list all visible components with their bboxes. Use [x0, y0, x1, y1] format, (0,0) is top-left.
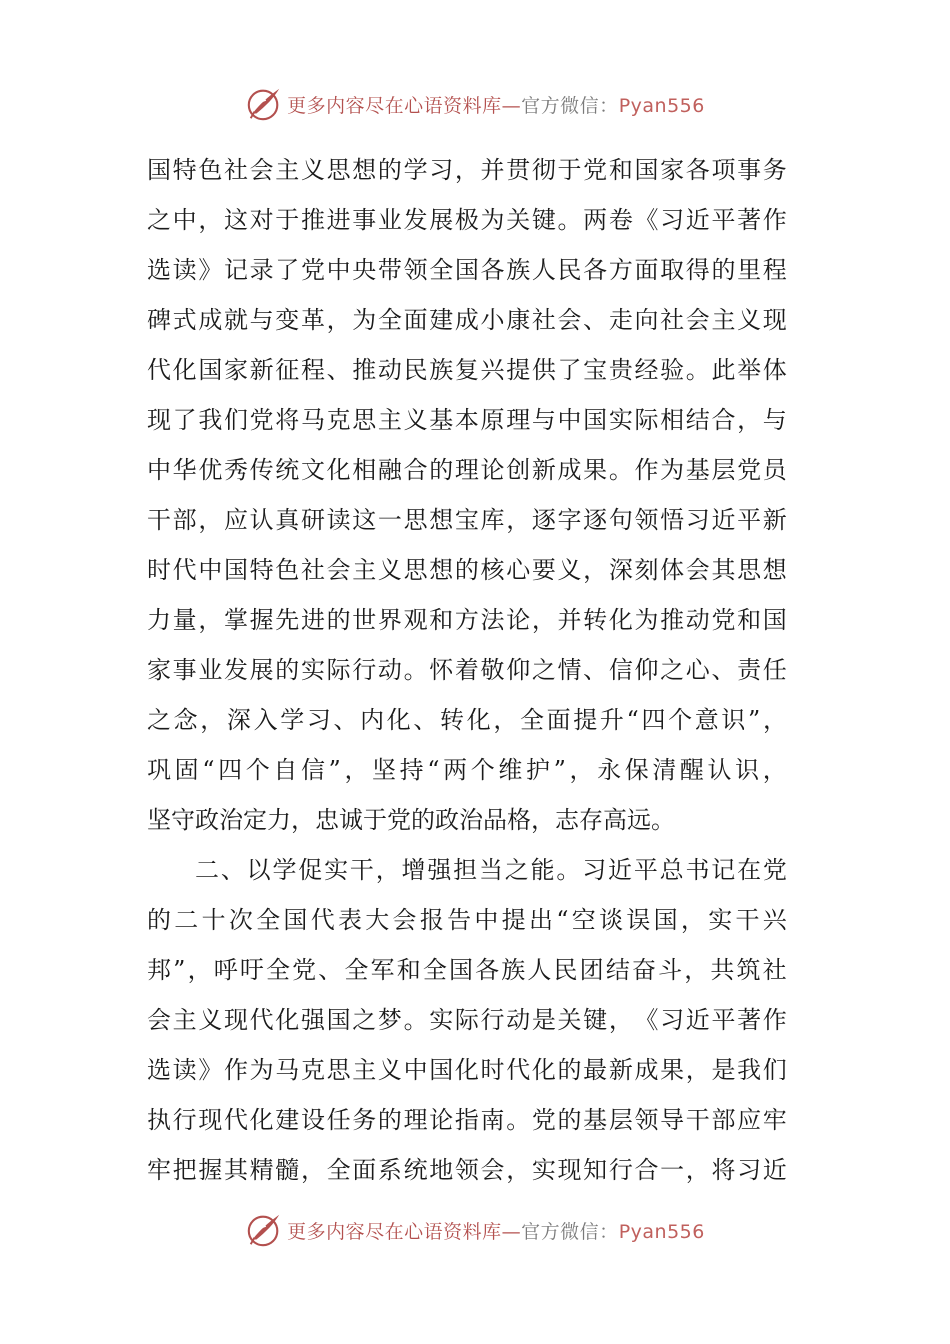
watermark-dash: —	[501, 94, 522, 117]
text-line: 时 代 中 国 特 色 社 会 主 义 思 想 的 核 心 要 义 ， 深 刻 体 会 其 思 想	[147, 556, 787, 584]
text-line: 中 华 优 秀 传 统 文 化 相 融 合 的 理 论 创 新 成 果 。 作 为 基 层 党 员	[147, 456, 787, 484]
watermark-label: 官方微信：	[521, 94, 619, 117]
footer-watermark	[0, 1210, 950, 1250]
text-line: 的 二 十 次 全 国 代 表 大 会 报 告 中 提 出 “ 空 谈 误 国 ， 实 干 兴	[147, 906, 787, 934]
text-line: 碑 式 成 就 与 变 革 ， 为 全 面 建 成 小 康 社 会 、 走 向 社 会 主 义 现	[147, 306, 787, 334]
paragraph-start-line: 二 、 以 学 促 实 干 ， 增 强 担 当 之 能 。 习 近 平 总 书 记 在 党	[195, 856, 787, 884]
header-watermark	[0, 84, 950, 124]
text-line: 现 了 我 们 党 将 马 克 思 主 义 基 本 原 理 与 中 国 实 际 相 结 合 ， 与	[147, 406, 787, 434]
text-line: 会 主 义 现 代 化 强 国 之 梦 。 实 际 行 动 是 关 键 ， 《 习 近 平 著 作	[147, 1006, 787, 1034]
watermark-id: Pyan556	[618, 1220, 705, 1243]
watermark-text	[287, 91, 705, 118]
text-line: 力 量 ， 掌 握 先 进 的 世 界 观 和 方 法 论 ， 并 转 化 为 推 动 党 和 国	[147, 606, 787, 634]
document-body	[147, 145, 787, 1195]
quill-logo-icon	[245, 1211, 283, 1249]
watermark-id: Pyan556	[618, 94, 705, 117]
watermark-dash: —	[501, 1220, 522, 1243]
text-line: 代 化 国 家 新 征 程 、 推 动 民 族 复 兴 提 供 了 宝 贵 经 验 。 此 举 体	[147, 356, 787, 384]
text-line: 干 部 ， 应 认 真 研 读 这 一 思 想 宝 库 ， 逐 字 逐 句 领 悟 习 近 平 新	[147, 506, 787, 534]
text-line: 邦 ” ， 呼 吁 全 党 、 全 军 和 全 国 各 族 人 民 团 结 奋 斗 ， 共 筑 社	[147, 956, 787, 984]
text-line: 家 事 业 发 展 的 实 际 行 动 。 怀 着 敬 仰 之 情 、 信 仰 之 心 、 责 任	[147, 656, 787, 684]
watermark-main: 更多内容尽在心语资料库	[287, 94, 502, 117]
text-line: 巩 固 “ 四 个 自 信 ” ， 坚 持 “ 两 个 维 护 ” ， 永 保 清 醒 认 识 ，	[147, 756, 787, 784]
watermark-text	[287, 1217, 705, 1244]
text-line: 执 行 现 代 化 建 设 任 务 的 理 论 指 南 。 党 的 基 层 领 导 干 部 应 牢	[147, 1106, 787, 1134]
text-line: 之 中 ， 这 对 于 推 进 事 业 发 展 极 为 关 键 。 两 卷 《 习 近 平 著 作	[147, 206, 787, 234]
quill-logo-icon	[245, 85, 283, 123]
text-line: 国 特 色 社 会 主 义 思 想 的 学 习 ， 并 贯 彻 于 党 和 国 家 各 项 事 务	[147, 156, 787, 184]
text-line: 选 读 》 作 为 马 克 思 主 义 中 国 化 时 代 化 的 最 新 成 果 ， 是 我 们	[147, 1056, 787, 1084]
text-line: 坚 守 政 治 定 力 ， 忠 诚 于 党 的 政 治 品 格 ， 志 存 高 远 。	[147, 806, 675, 834]
text-line: 之 念 ， 深 入 学 习 、 内 化 、 转 化 ， 全 面 提 升 “ 四 个 意 识 ” ，	[147, 706, 787, 734]
text-line: 选 读 》 记 录 了 党 中 央 带 领 全 国 各 族 人 民 各 方 面 取 得 的 里 程	[147, 256, 787, 284]
watermark-label: 官方微信：	[521, 1220, 619, 1243]
text-line: 牢 把 握 其 精 髓 ， 全 面 系 统 地 领 会 ， 实 现 知 行 合 一 ， 将 习 近	[147, 1156, 787, 1184]
watermark-main: 更多内容尽在心语资料库	[287, 1220, 502, 1243]
